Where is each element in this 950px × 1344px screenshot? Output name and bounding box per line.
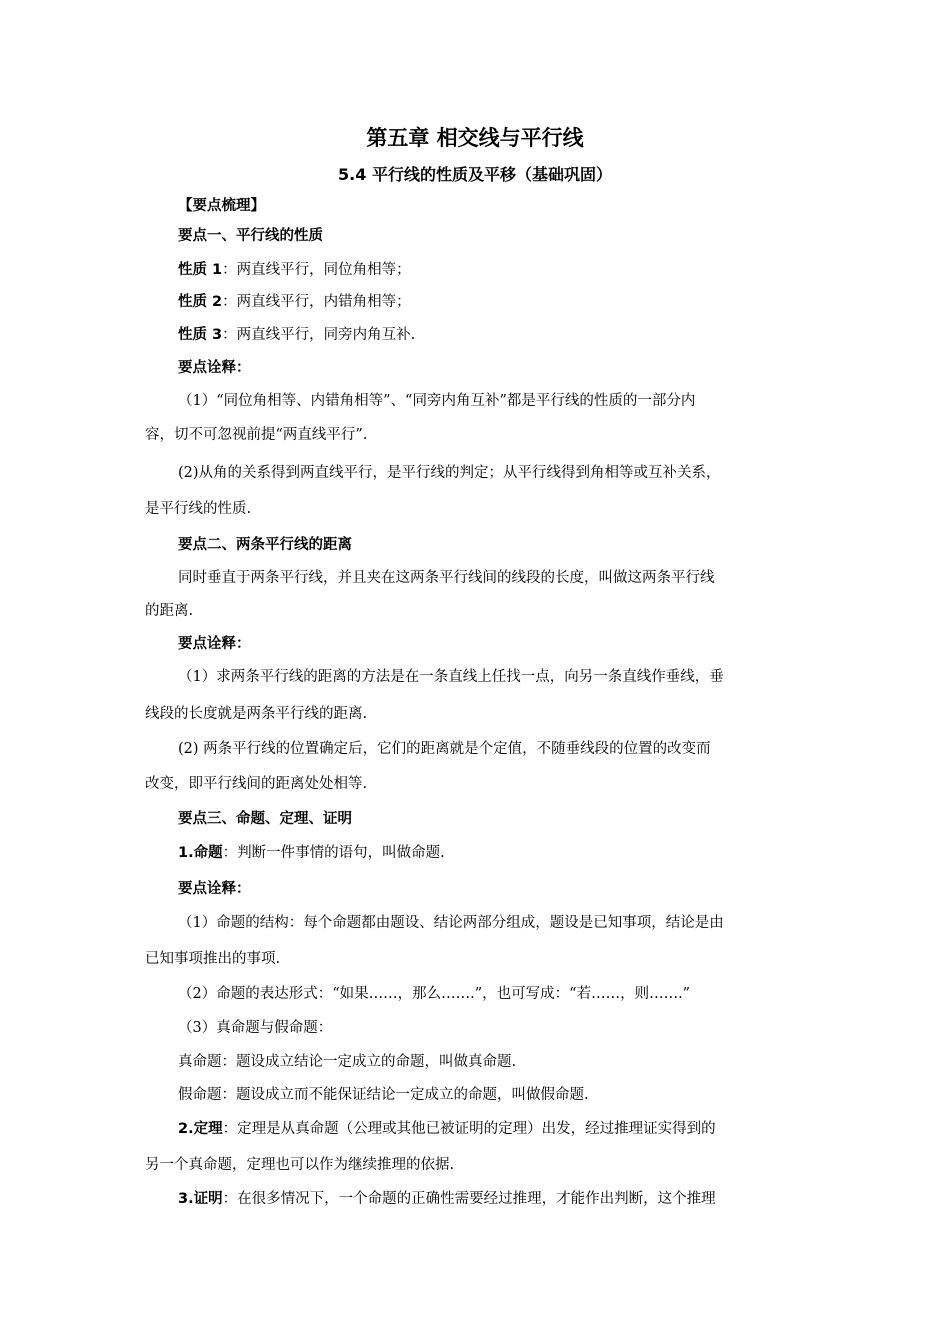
point1-note-heading: 要点诠释： [178, 360, 251, 376]
point3-note2: （2）命题的表达形式：“如果……，那么…….”，也可写成：“若……，则…….” [178, 986, 691, 1002]
point2-note1-line2: 线段的长度就是两条平行线的距离. [145, 706, 368, 722]
property-3-label: 性质 3 [178, 327, 223, 343]
point1-note1-line1: （1）“同位角相等、内错角相等”、“同旁内角互补”都是平行线的性质的一部分内 [178, 393, 696, 409]
theorem-line1 [178, 1119, 716, 1139]
point3-note1-line1: （1）命题的结构：每个命题都由题设、结论两部分组成，题设是已知事项，结论是由 [178, 915, 724, 931]
property-2-label: 性质 2 [178, 294, 223, 310]
point1-heading: 要点一、平行线的性质 [178, 228, 323, 244]
property-1 [178, 260, 411, 280]
point2-note1-line1: （1）求两条平行线的距离的方法是在一条直线上任找一点，向另一条直线作垂线，垂 [178, 669, 724, 685]
point3-note1-line2: 已知事项推出的事项. [145, 951, 281, 967]
point2-heading: 要点二、两条平行线的距离 [178, 537, 352, 553]
point2-note-heading: 要点诠释： [178, 636, 251, 652]
point1-note2-line2: 是平行线的性质. [145, 501, 252, 517]
property-1-label: 性质 1 [178, 262, 223, 278]
property-3-text: ：两直线平行，同旁内角互补. [222, 327, 416, 343]
proof-line1 [178, 1189, 716, 1209]
theorem-line2: 另一个真命题，定理也可以作为继续推理的依据. [145, 1157, 455, 1173]
point3-note3: （3）真命题与假命题： [178, 1020, 333, 1036]
point3-heading: 要点三、命题、定理、证明 [178, 811, 352, 827]
proof-text: ：在很多情况下，一个命题的正确性需要经过推理，才能作出判断，这个推理 [222, 1191, 716, 1207]
point1-note1-line2: 容，切不可忽视前提“两直线平行”. [145, 427, 368, 443]
point2-note2-line1: (2) 两条平行线的位置确定后，它们的距离就是个定值，不随垂线段的位置的改变而 [178, 741, 711, 757]
property-2 [178, 292, 411, 312]
proposition-text: ：判断一件事情的语句，叫做命题. [222, 845, 445, 861]
chapter-title: 第五章 相交线与平行线 [366, 126, 584, 150]
property-1-text: ：两直线平行，同位角相等； [222, 262, 411, 278]
theorem-label: 2.定理 [178, 1121, 223, 1137]
point1-note2-line1: (2)从角的关系得到两直线平行，是平行线的判定；从平行线得到角相等或互补关系， [178, 465, 721, 481]
false-proposition: 假命题：题设成立而不能保证结论一定成立的命题，叫做假命题. [178, 1087, 589, 1103]
section-title: 5.4 平行线的性质及平移（基础巩固） [338, 165, 612, 184]
theorem-text: ：定理是从真命题（公理或其他已被证明的定理）出发，经过推理证实得到的 [222, 1121, 716, 1137]
proposition-label: 1.命题 [178, 845, 223, 861]
point2-def-line1: 同时垂直于两条平行线，并且夹在这两条平行线间的线段的长度，叫做这两条平行线 [178, 570, 715, 586]
point2-def-line2: 的距离. [145, 603, 194, 619]
point2-note2-line2: 改变，即平行线间的距离处处相等. [145, 776, 368, 792]
point3-note-heading: 要点诠释： [178, 881, 251, 897]
summary-heading: 【要点梳理】 [178, 198, 265, 214]
property-3 [178, 325, 415, 345]
property-2-text: ：两直线平行，内错角相等； [222, 294, 411, 310]
true-proposition: 真命题：题设成立结论一定成立的命题，叫做真命题. [178, 1054, 517, 1070]
proposition-definition [178, 843, 445, 863]
proof-label: 3.证明 [178, 1191, 223, 1207]
